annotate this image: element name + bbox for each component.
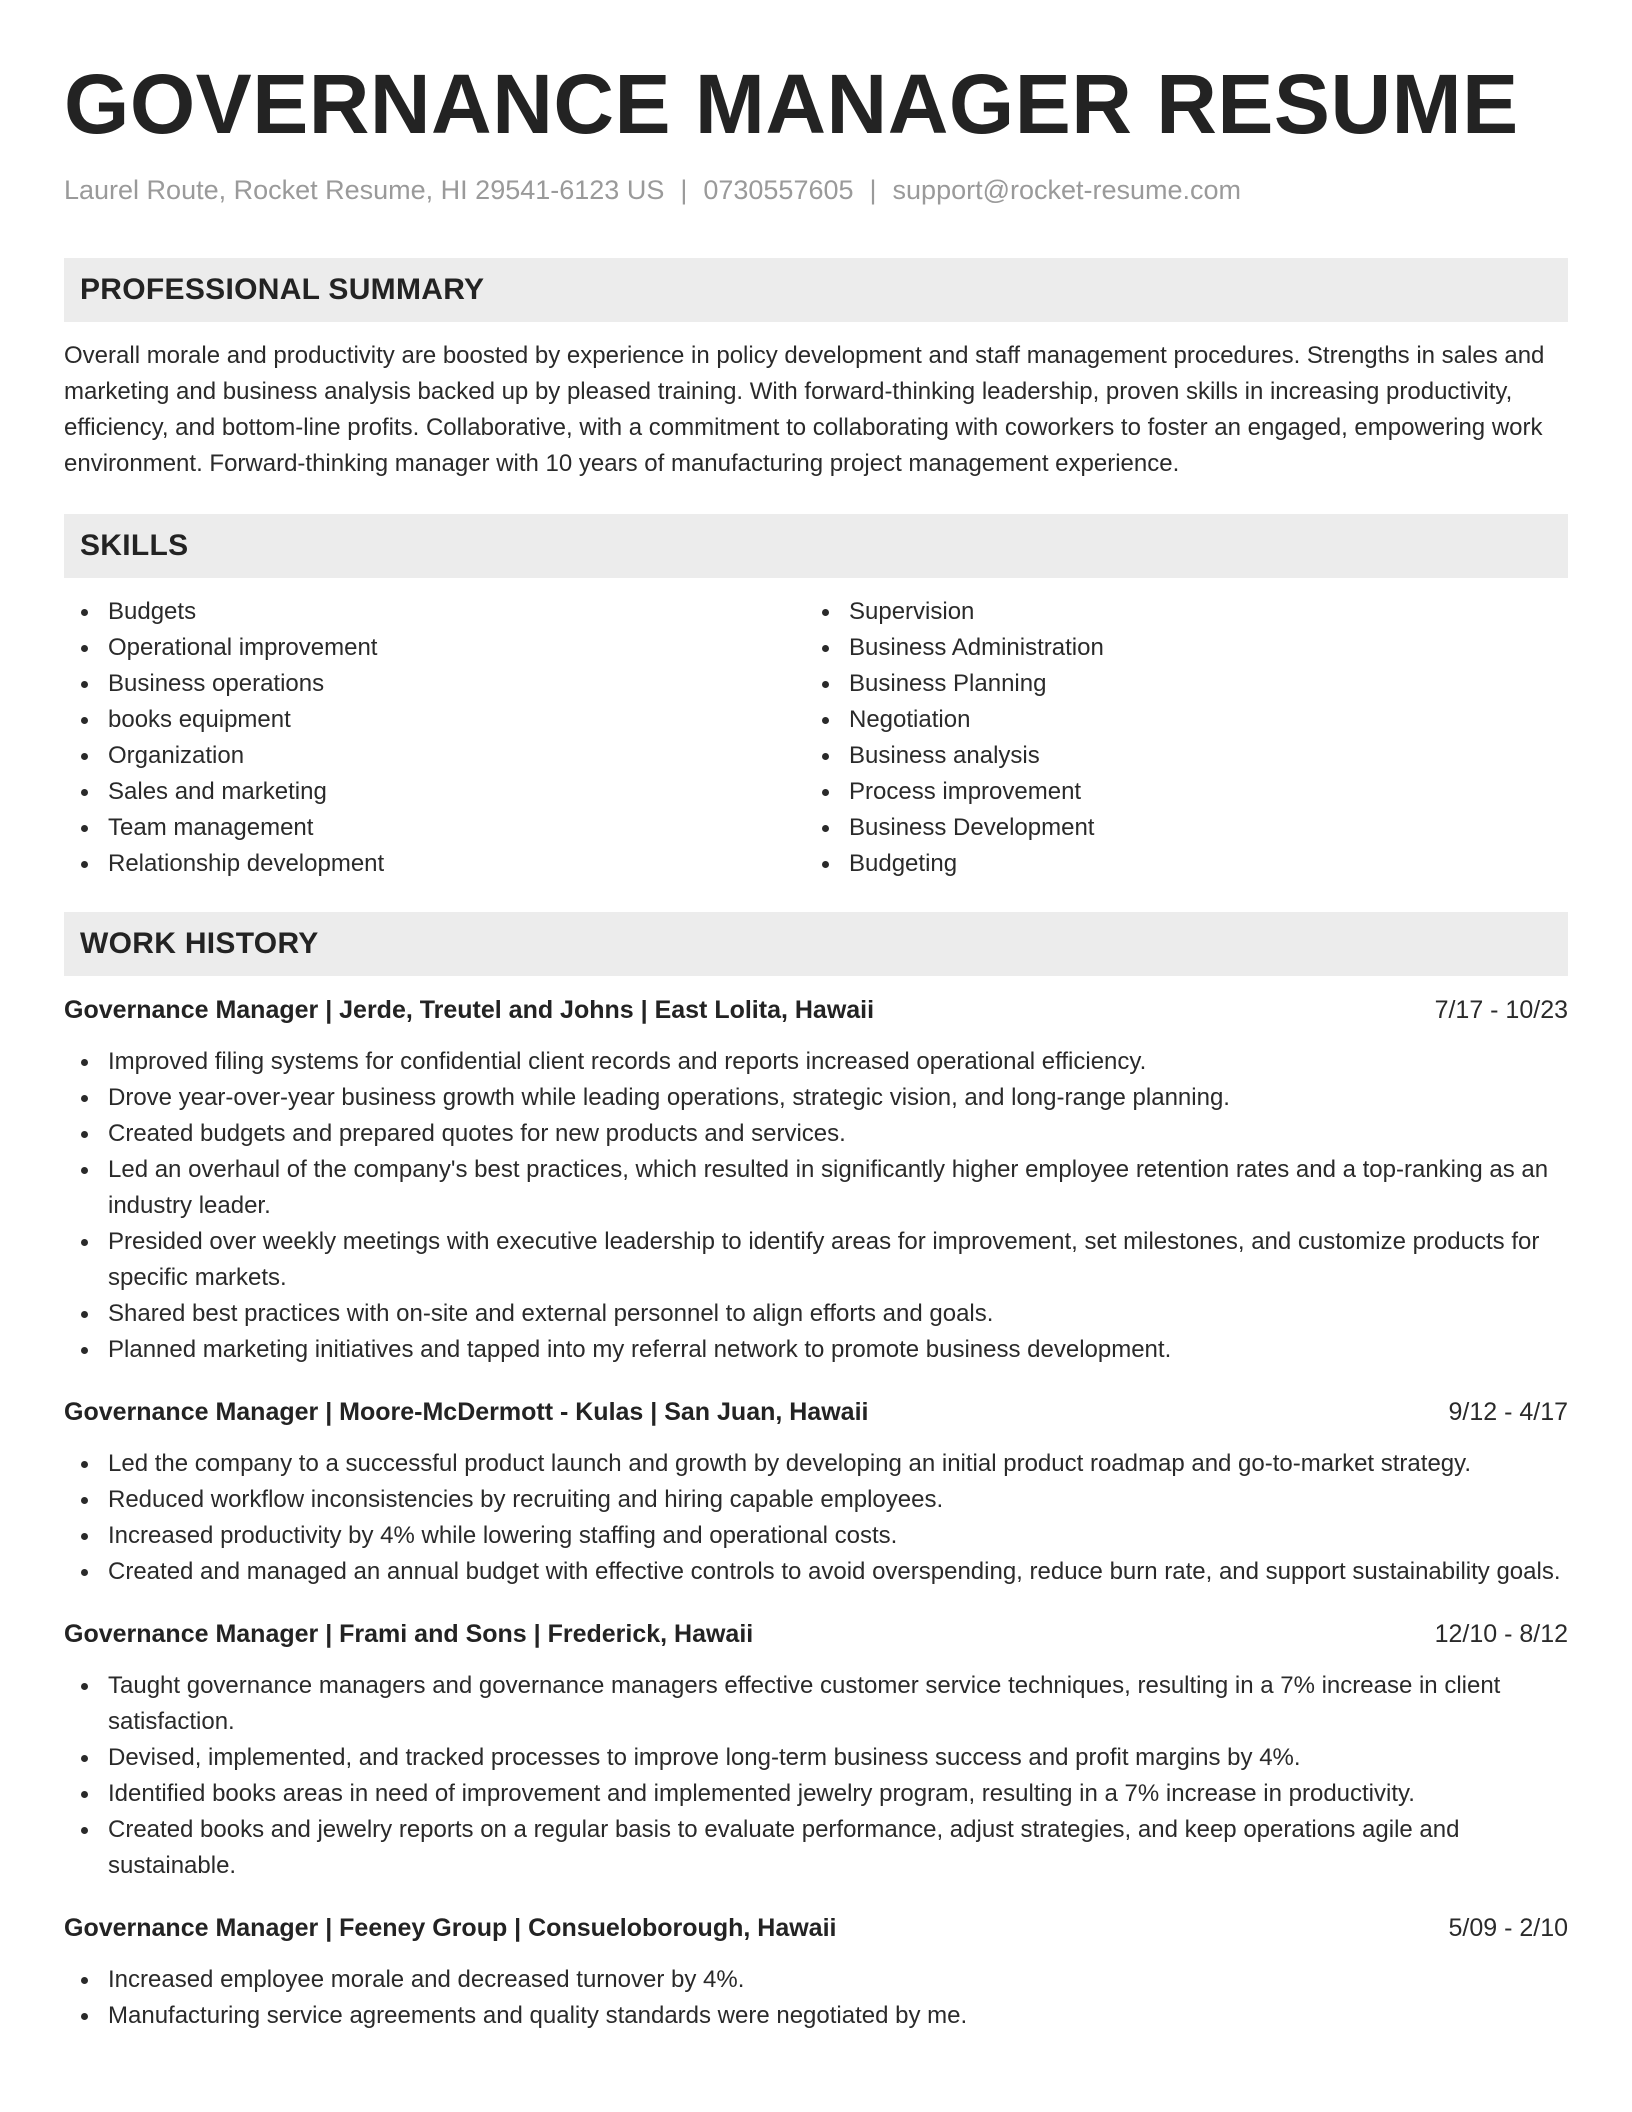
skill-item: Budgets: [64, 594, 805, 630]
job-bullet: Devised, implemented, and tracked processes to improve long-term business success and profit margins by 4%.: [64, 1740, 1568, 1776]
skill-item: Process improvement: [805, 774, 1546, 810]
job-entry: [64, 992, 1568, 1368]
job-bullet: Manufacturing service agreements and quality standards were negotiated by me.: [64, 1998, 1568, 2034]
job-header: [64, 1910, 1568, 1946]
job-dates: 12/10 - 8/12: [1434, 1620, 1568, 1648]
skill-item: Budgeting: [805, 846, 1546, 882]
job-title: Governance Manager | Feeney Group | Consueloborough, Hawaii: [64, 1914, 837, 1942]
job-bullet: Drove year-over-year business growth while leading operations, strategic vision, and long-range planning.: [64, 1080, 1568, 1116]
job-entry: [64, 1910, 1568, 2034]
job-bullet: Improved filing systems for confidential client records and reports increased operational efficiency.: [64, 1044, 1568, 1080]
job-entry: [64, 1394, 1568, 1590]
contact-email[interactable]: support@rocket-resume.com: [892, 175, 1242, 205]
skills-heading: SKILLS: [64, 514, 1568, 578]
job-dates: 9/12 - 4/17: [1448, 1398, 1568, 1426]
job-title: Governance Manager | Frami and Sons | Frederick, Hawaii: [64, 1620, 754, 1648]
job-bullets: [64, 1962, 1568, 2034]
skill-item: Business Administration: [805, 630, 1546, 666]
job-bullet: Planned marketing initiatives and tapped into my referral network to promote business development.: [64, 1332, 1568, 1368]
skill-item: Sales and marketing: [64, 774, 805, 810]
resume-title: GOVERNANCE MANAGER RESUME: [64, 57, 1519, 151]
work-history-list: [64, 992, 1568, 2034]
job-bullet: Led the company to a successful product launch and growth by developing an initial product roadmap and go-to-market strategy.: [64, 1446, 1568, 1482]
skill-item: Business analysis: [805, 738, 1546, 774]
skill-item: books equipment: [64, 702, 805, 738]
job-bullet: Shared best practices with on-site and external personnel to align efforts and goals.: [64, 1296, 1568, 1332]
job-title: Governance Manager | Jerde, Treutel and Johns | East Lolita, Hawaii: [64, 996, 875, 1024]
summary-heading: PROFESSIONAL SUMMARY: [64, 258, 1568, 322]
job-bullets: [64, 1446, 1568, 1590]
contact-phone: 0730557605: [703, 175, 854, 205]
job-bullet: Created and managed an annual budget with effective controls to avoid overspending, reduce burn rate, and support sustainability goals.: [64, 1554, 1568, 1590]
contact-address: Laurel Route, Rocket Resume, HI 29541-6123 US: [64, 175, 665, 205]
skills-column-left: [64, 594, 805, 882]
job-header: [64, 1616, 1568, 1652]
contact-separator: |: [869, 175, 877, 205]
job-bullet: Identified books areas in need of improvement and implemented jewelry program, resulting in a 7% increase in productivity.: [64, 1776, 1568, 1812]
skill-item: Business operations: [64, 666, 805, 702]
job-bullet: Created books and jewelry reports on a regular basis to evaluate performance, adjust strategies, and keep operations agile and sustainable.: [64, 1812, 1568, 1884]
job-bullet: Increased employee morale and decreased turnover by 4%.: [64, 1962, 1568, 1998]
skills-column-right: [805, 594, 1546, 882]
contact-line: [64, 174, 1568, 206]
skill-item: Team management: [64, 810, 805, 846]
job-title: Governance Manager | Moore-McDermott - Kulas | San Juan, Hawaii: [64, 1398, 869, 1426]
job-header: [64, 1394, 1568, 1430]
skill-item: Supervision: [805, 594, 1546, 630]
skill-item: Business Development: [805, 810, 1546, 846]
job-bullets: [64, 1044, 1568, 1368]
job-bullets: [64, 1668, 1568, 1884]
skill-item: Negotiation: [805, 702, 1546, 738]
job-dates: 7/17 - 10/23: [1434, 996, 1568, 1024]
job-bullet: Reduced workflow inconsistencies by recruiting and hiring capable employees.: [64, 1482, 1568, 1518]
job-bullet: Taught governance managers and governance managers effective customer service techniques, resulting in a 7% increase in client satisfaction.: [64, 1668, 1568, 1740]
job-bullet: Created budgets and prepared quotes for new products and services.: [64, 1116, 1568, 1152]
job-bullet: Led an overhaul of the company's best practices, which resulted in significantly higher employee retention rates and a top-ranking as an industry leader.: [64, 1152, 1568, 1224]
skill-item: Business Planning: [805, 666, 1546, 702]
job-bullet: Increased productivity by 4% while lowering staffing and operational costs.: [64, 1518, 1568, 1554]
skill-item: Relationship development: [64, 846, 805, 882]
summary-text: Overall morale and productivity are boosted by experience in policy development and staff management procedures. Strengths in sales and marketing and business analysis backed up by pleased training. With forward-thinking leadership, proven skills in increasing productivity, efficiency, and bottom-line profits. Collaborative, with a commitment to collaborating with coworkers to foster an engaged, empowering work environment. Forward-thinking manager with 10 years of manufacturing project management experience.: [64, 342, 1545, 477]
job-entry: [64, 1616, 1568, 1884]
skills-list: [64, 594, 1568, 882]
skill-item: Operational improvement: [64, 630, 805, 666]
job-dates: 5/09 - 2/10: [1448, 1914, 1568, 1942]
job-header: [64, 992, 1568, 1028]
job-bullet: Presided over weekly meetings with executive leadership to identify areas for improvement, set milestones, and customize products for specific markets.: [64, 1224, 1568, 1296]
contact-separator: |: [680, 175, 688, 205]
work-history-heading: WORK HISTORY: [64, 912, 1568, 976]
skill-item: Organization: [64, 738, 805, 774]
